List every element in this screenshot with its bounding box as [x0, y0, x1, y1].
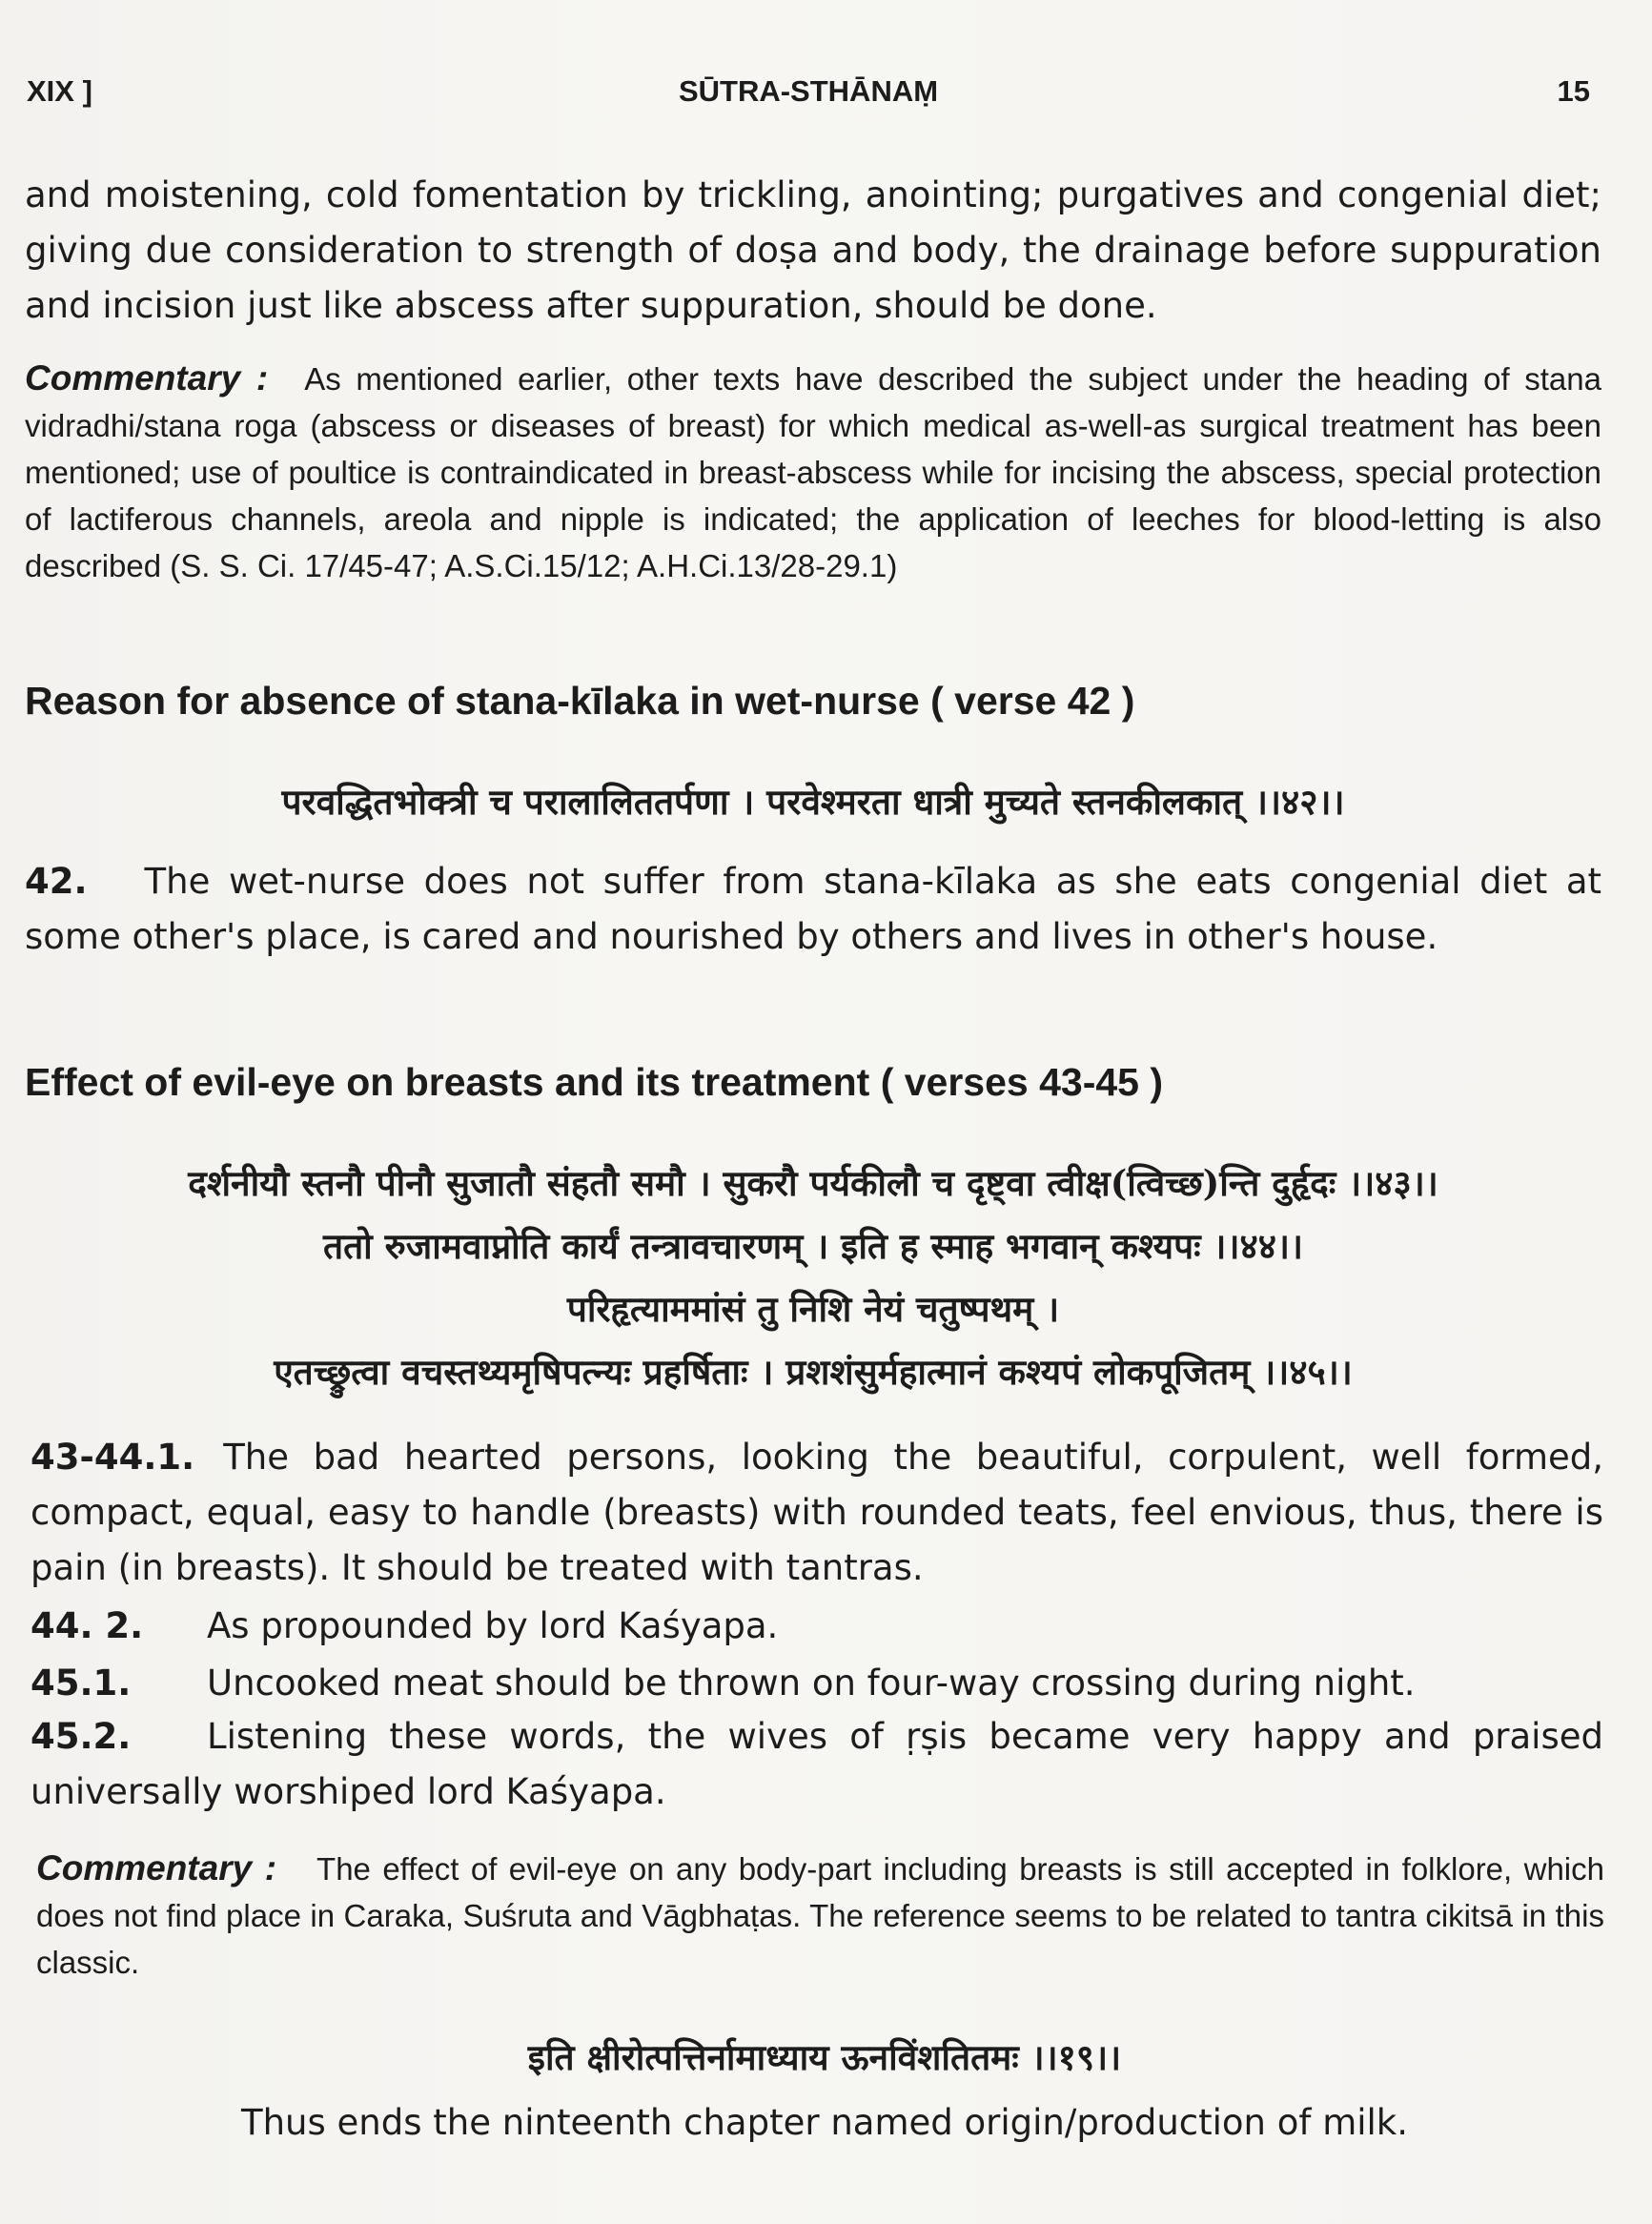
- sanskrit-line-43: दर्शनीयौ स्तनौ पीनौ सुजातौ संहतौ समौ । सुकरौ पर्यकीलौ च दृष्ट्वा त्वीक्ष(त्विच्छ)न्ति दुर्हृदः ।।४३।।: [188, 1162, 1438, 1204]
- sanskrit-verses-43-45: [25, 1152, 1601, 1403]
- verse-text: Uncooked meat should be thrown on four-way crossing during night.: [207, 1663, 1416, 1704]
- commentary-label: Commentary :: [36, 1848, 277, 1887]
- paragraph-continuation: and moistening, cold fomentation by trickling, anointing; purgatives and congenial diet; giving due consideration to strength of doṣa and body, the drainage before suppuration and incision just like abscess after suppuration, should be done.: [25, 174, 1601, 326]
- running-title: SŪTRA-STHĀNAṂ: [678, 74, 939, 108]
- chapter-closing-sanskrit: इति क्षीरोत्पत्तिर्नामाध्याय ऊनविंशतितमः ।।१९।।: [527, 2036, 1122, 2078]
- verse-text: Listening these words, the wives of ṛṣis became very happy and praised universally worshiped lord Kaśyapa.: [31, 1716, 1603, 1812]
- verse-number: 45.2.: [31, 1716, 132, 1757]
- section-heading-verses-43-45: Effect of evil-eye on breasts and its treatment ( verses 43-45 ): [25, 1060, 1164, 1104]
- verse-number: 44. 2.: [31, 1605, 144, 1646]
- commentary-2: [36, 1845, 1604, 1986]
- commentary-text: The effect of evil-eye on any body-part including breasts is still accepted in folklore, which does not find place in Caraka, Suśruta and Vāgbhaṭas. The reference seems to be related to tantra cikitsā in this classic.: [36, 1851, 1604, 1980]
- sanskrit-line-44: ततो रुजामवाप्नोति कार्यं तन्त्रावचारणम् । इति ह स्माह भगवान् कश्यपः ।।४४।।: [322, 1225, 1304, 1267]
- verse-44-2-translation: [31, 1598, 1603, 1655]
- verse-42-translation: [25, 854, 1601, 965]
- verse-text: The wet-nurse does not suffer from stana-kīlaka as she eats congenial diet at some other's place, is cared and nourished by others and lives in other's house.: [25, 861, 1601, 957]
- verse-43-44-1-translation: [31, 1430, 1603, 1596]
- verse-number: 42.: [25, 861, 88, 902]
- verse-45-2-translation: [31, 1709, 1603, 1820]
- sanskrit-line-45a: परिहृत्याममांसं तु निशि नेयं चतुष्पथम् ।: [566, 1288, 1060, 1330]
- verse-number: 43-44.1.: [31, 1437, 195, 1478]
- chapter-closing-english: Thus ends the ninteenth chapter named origin/production of milk.: [241, 2102, 1408, 2143]
- section-heading-verse-42: Reason for absence of stana-kīlaka in wet-nurse ( verse 42 ): [25, 679, 1135, 723]
- page-number: 15: [1557, 74, 1590, 108]
- page-header: [27, 74, 1590, 122]
- verse-45-1-translation: [31, 1655, 1603, 1712]
- commentary-1: [25, 355, 1601, 589]
- sanskrit-line-45b: एतच्छ्रुत्वा वचस्तथ्यमृषिपत्न्यः प्रहर्षिताः । प्रशशंसुर्महात्मानं कश्यपं लोकपूजितम् ।।४५।।: [274, 1351, 1353, 1393]
- verse-number: 45.1.: [31, 1663, 132, 1704]
- verse-text: As propounded by lord Kaśyapa.: [207, 1605, 779, 1646]
- commentary-text: As mentioned earlier, other texts have described the subject under the heading of stana vidradhi/stana roga (abscess or diseases of breast) for which medical as-well-as surgical treatment has been mentioned; use of poultice is contraindicated in breast-abscess while for incising the abscess, special protection of lactiferous channels, areola and nipple is indicated; the application of leeches for blood-letting is also described (S. S. Ci. 17/45-47; A.S.Ci.15/12; A.H.Ci.13/28-29.1): [25, 361, 1601, 583]
- verse-text: The bad hearted persons, looking the beautiful, corpulent, well formed, compact, equal, easy to handle (breasts) with rounded teats, feel envious, thus, there is pain (in breasts). It should be treated with tantras.: [31, 1437, 1603, 1588]
- sanskrit-verse-42: परवद्धितभोक्त्री च परालालिततर्पणा । परवेश्मरता धात्री मुच्यते स्तनकीलकात् ।।४२।।: [281, 781, 1345, 823]
- commentary-label: Commentary :: [25, 358, 269, 398]
- chapter-number: XIX ]: [27, 74, 92, 108]
